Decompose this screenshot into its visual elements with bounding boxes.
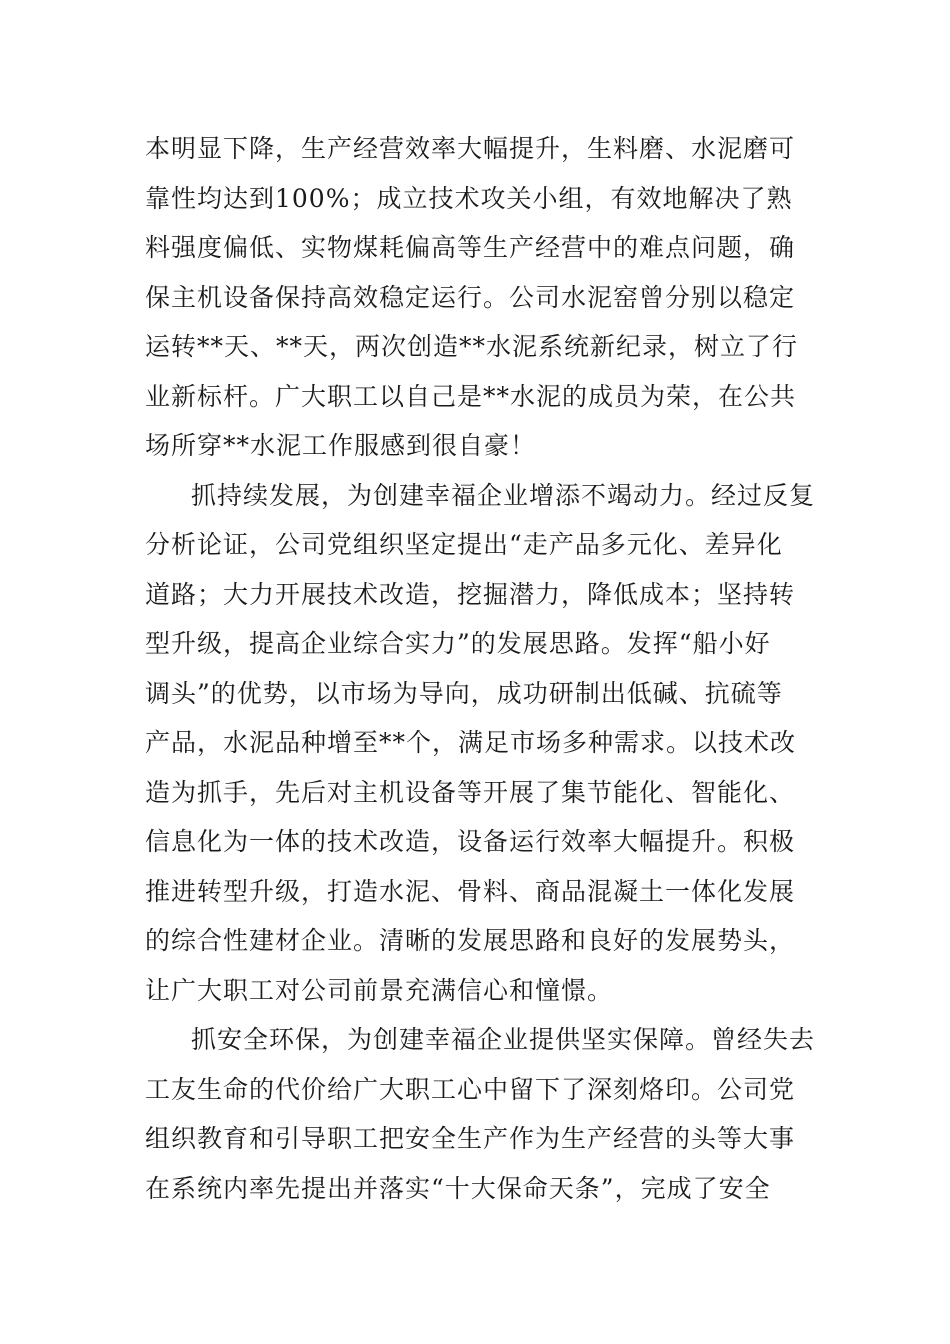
text-line: 工友生命的代价给广大职工心中留下了深刻烙印。公司党 (145, 1074, 796, 1104)
text-line: 产品，水泥品种增至**个，满足市场多种需求。以技术改 (145, 728, 797, 757)
paragraph-safety-environment (145, 1015, 815, 1213)
text-line: 造为抓手，先后对主机设备等开展了集节能化、智能化、 (145, 777, 796, 807)
document-body (145, 124, 815, 1213)
text-line: 的综合性建材企业。清晰的发展思路和良好的发展势头， (145, 926, 796, 955)
text-line: 在系统内率先提出并落实“十大保命天条”，完成了安全 (145, 1173, 771, 1203)
text-line: 组织教育和引导职工把安全生产作为生产经营的头等大事 (145, 1124, 796, 1153)
paragraph-sustainable-development (145, 471, 815, 1016)
text-line: 道路；大力开展技术改造，挖掘潜力，降低成本；坚持转 (145, 579, 796, 609)
text-line: 分析论证，公司党组织坚定提出“走产品多元化、差异化 (145, 530, 783, 559)
text-line: 推进转型升级，打造水泥、骨料、商品混凝土一体化发展 (145, 876, 796, 906)
text-line: 本明显下降，生产经营效率大幅提升，生料磨、水泥磨可 (145, 134, 796, 163)
text-line: 料强度偏低、实物煤耗偏高等生产经营中的难点问题，确 (145, 233, 796, 262)
text-line: 信息化为一体的技术改造，设备运行效率大幅提升。积极 (145, 827, 796, 856)
text-line-first: 抓持续发展，为创建幸福企业增添不竭动力。经过反复 (191, 480, 816, 510)
text-line: 业新标杆。广大职工以自己是**水泥的成员为荣，在公共 (145, 381, 797, 411)
text-line-first: 抓安全环保，为创建幸福企业提供坚实保障。曾经失去 (191, 1025, 816, 1054)
text-line: 让广大职工对公司前景充满信心和憧憬。 (145, 975, 614, 1005)
text-line: 保主机设备保持高效稳定运行。公司水泥窑曾分别以稳定 (145, 282, 796, 312)
text-line: 靠性均达到100%；成立技术攻关小组，有效地解决了熟 (145, 183, 793, 213)
text-line: 运转**天、**天，两次创造**水泥系统新纪录，树立了行 (145, 332, 799, 361)
text-line: 调头”的优势，以市场为导向，成功研制出低碱、抗硫等 (145, 678, 783, 708)
text-line: 场所穿**水泥工作服感到很自豪！ (145, 431, 537, 460)
paragraph-continued (145, 124, 815, 471)
text-line: 型升级，提高企业综合实力”的发展思路。发挥“船小好 (145, 629, 771, 658)
